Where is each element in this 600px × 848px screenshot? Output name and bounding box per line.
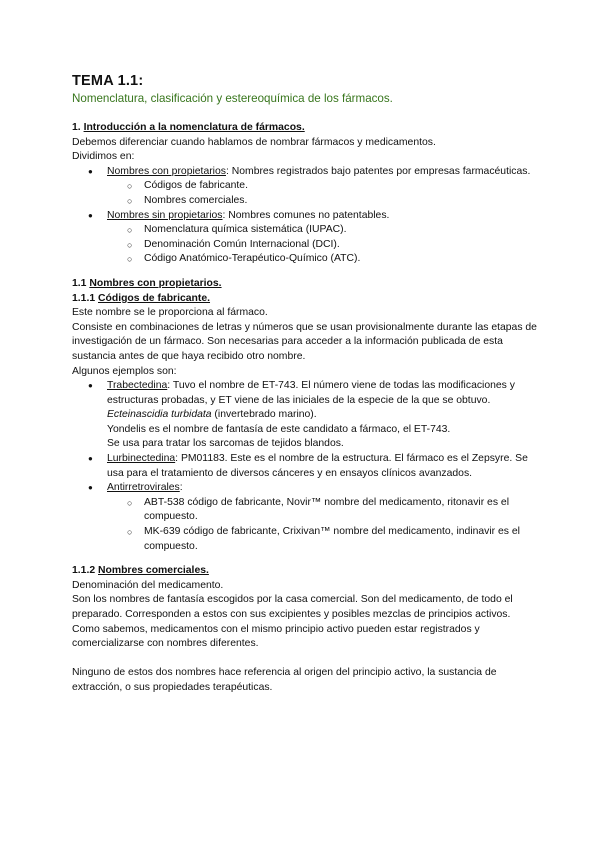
- bullet-list: [72, 165, 542, 267]
- section-number: 1.1: [72, 277, 90, 289]
- list-item-label: Nombres con propietarios: [107, 165, 226, 177]
- list-item-text: : Tuvo el nombre de ET-743. El número viene de todas las modificaciones y estructuras probadas, y ET viene de las iniciales de la especie de la que se obtuvo.: [107, 380, 515, 406]
- subsection-number: 1.1.2: [72, 565, 98, 577]
- sub-list-item: ○ Nombres comerciales.: [72, 194, 542, 209]
- list-item-label: Antirretrovirales: [107, 482, 180, 494]
- list-item-text: : Nombres comunes no patentables.: [222, 209, 390, 221]
- blank-line: [72, 652, 542, 667]
- list-item-text: :: [179, 482, 183, 494]
- list-item-text: Se usa para tratar los sarcomas de tejidos blandos.: [107, 438, 344, 450]
- document-body: [72, 121, 542, 696]
- sub-list-item: ○ Códigos de fabricante.: [72, 179, 542, 194]
- list-item-text: (invertebrado marino).: [211, 409, 317, 421]
- subsection-title: Códigos de fabricante.: [98, 292, 211, 304]
- sub-list-item: ○ MK-639 código de fabricante, Crixivan™ nombre del medicamento, indinavir es el compuesto.: [72, 525, 542, 554]
- sub-list: [107, 496, 542, 554]
- list-item-text: : PM01183. Este es el nombre de la estructura. El fármaco es el Zepsyre. Se usa para el tratamiento de diversos cánceres y en ensayos clínicos avanzados.: [107, 453, 528, 479]
- sub-list: [107, 179, 542, 208]
- list-item: [72, 165, 542, 209]
- paragraph: Denominación del medicamento.: [72, 579, 224, 591]
- page-subtitle: Nomenclatura, clasificación y estereoquímica de los fármacos.: [72, 92, 393, 105]
- paragraph: Debemos diferenciar cuando hablamos de nombrar fármacos y medicamentos.: [72, 136, 436, 148]
- paragraph: Consiste en combinaciones de letras y números que se usan provisionalmente durante las etapas de investigación de un fármaco. Son necesarias para acceder a la información publicada de esta sustancia antes de que haya recibido otro nombre.: [72, 321, 537, 362]
- page-title: TEMA 1.1:: [72, 73, 144, 89]
- sub-list-item: ○ Denominación Común Internacional (DCI).: [72, 238, 542, 253]
- paragraph: Como sabemos, medicamentos con el mismo principio activo pueden estar registrados y comercializarse con nombres diferentes.: [72, 623, 480, 650]
- list-item-label: Trabectedina: [107, 380, 168, 392]
- section-heading-1-1: [72, 277, 542, 292]
- paragraph: Son los nombres de fantasía escogidos por la casa comercial. Son del medicamento, de todo el preparado. Corresponden a estos con sus excipientes y posibles mezclas de principios activos.: [72, 594, 513, 620]
- list-item-text: Yondelis es el nombre de fantasía de este candidato a fármaco, el ET-743.: [107, 423, 451, 435]
- paragraph: Dividimos en:: [72, 151, 135, 163]
- section-number: 1.: [72, 122, 84, 133]
- sub-list-item: ○ Nomenclatura química sistemática (IUPAC).: [72, 223, 542, 238]
- list-item: [72, 209, 542, 267]
- sub-list-item: ○ ABT-538 código de fabricante, Novir™ nombre del medicamento, ritonavir es el compuesto.: [72, 496, 542, 525]
- paragraph: Ninguno de estos dos nombres hace referencia al origen del principio activo, la sustancia de extracción, o sus propiedades terapéuticas.: [72, 667, 497, 693]
- list-item-label: Nombres sin propietarios: [107, 209, 223, 221]
- section-title: Introducción a la nomenclatura de fármacos.: [83, 122, 305, 133]
- list-item: [72, 481, 542, 554]
- subsection-number: 1.1.1: [72, 292, 98, 304]
- subsection-heading-1-1-2: [72, 564, 542, 579]
- section-heading-intro: [72, 121, 542, 136]
- subsection-heading-1-1-1: [72, 292, 542, 307]
- list-item: [72, 379, 542, 452]
- sub-list-item: ○ Código Anatómico-Terapéutico-Químico (ATC).: [72, 252, 542, 267]
- species-name: Ecteinascidia turbidata: [107, 409, 212, 421]
- section-title: Nombres con propietarios.: [89, 277, 222, 289]
- list-item-label: Lurbinectedina: [107, 453, 176, 465]
- list-item-text: : Nombres registrados bajo patentes por empresas farmacéuticas.: [225, 165, 531, 177]
- bullet-list: [72, 379, 542, 554]
- subsection-title: Nombres comerciales.: [98, 565, 209, 577]
- sub-list: [107, 223, 542, 267]
- paragraph: Algunos ejemplos son:: [72, 365, 177, 377]
- paragraph: Este nombre se le proporciona al fármaco.: [72, 307, 268, 319]
- list-item: [72, 452, 542, 481]
